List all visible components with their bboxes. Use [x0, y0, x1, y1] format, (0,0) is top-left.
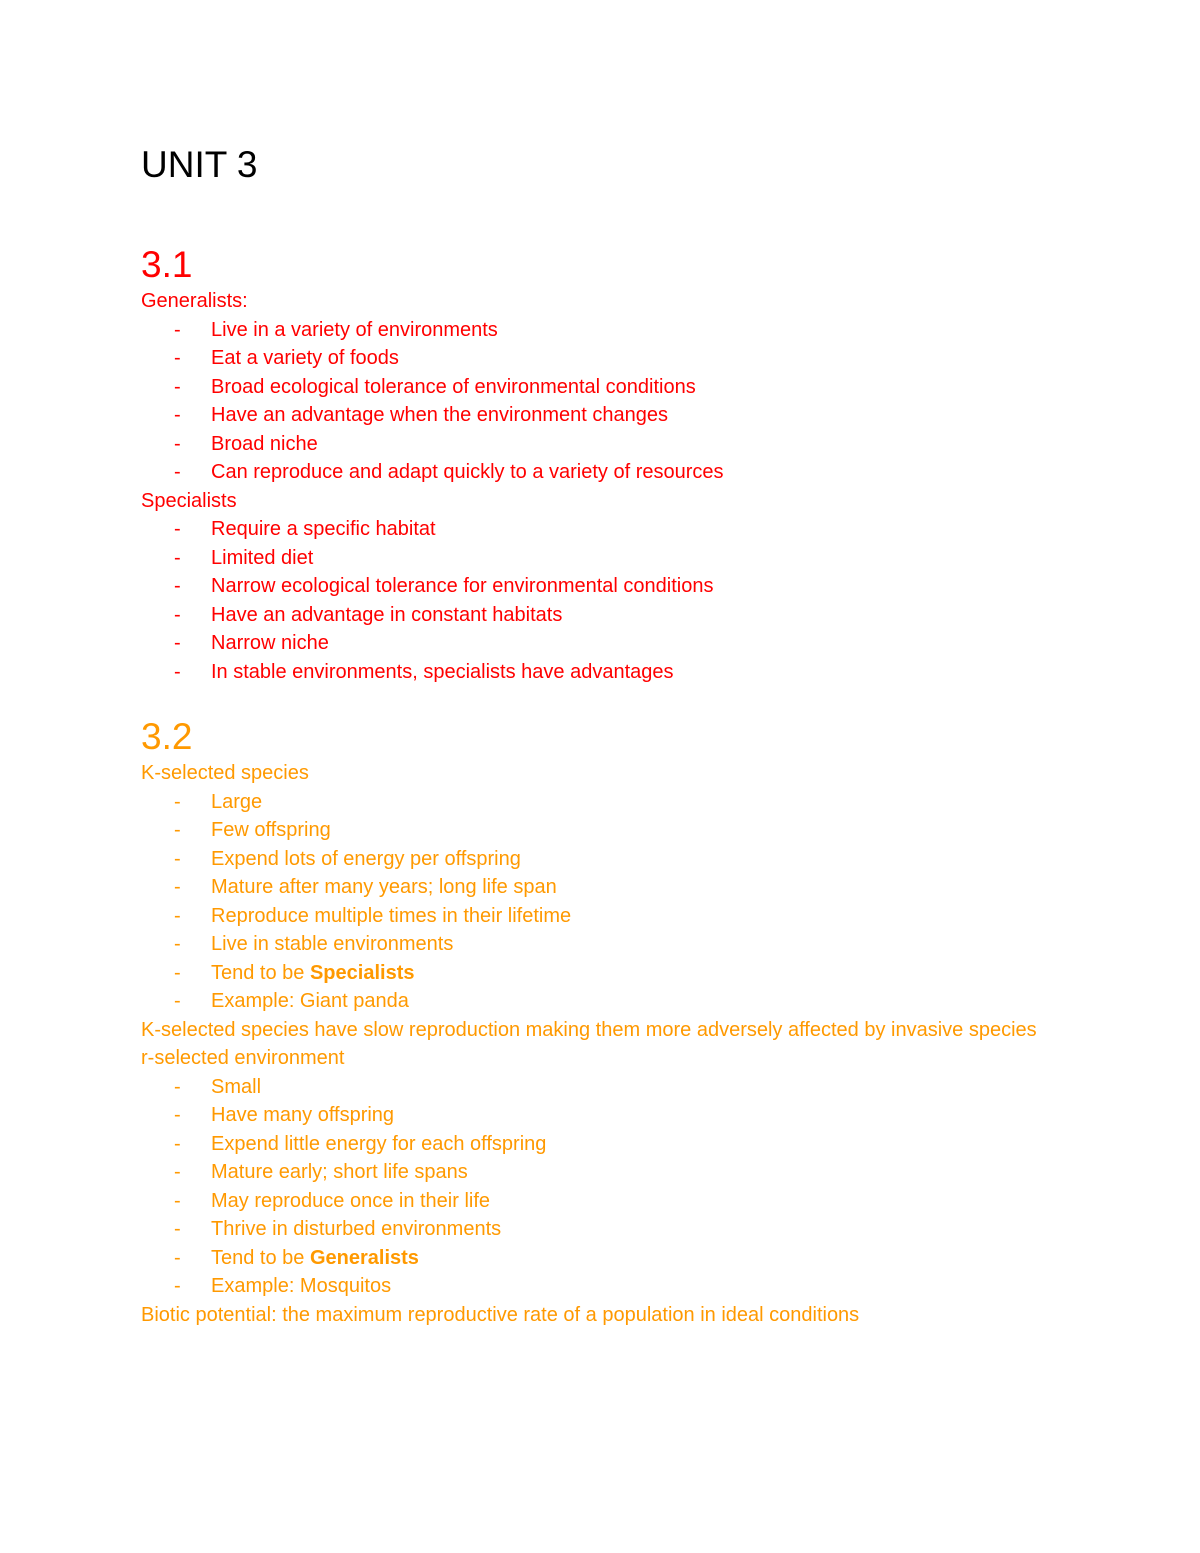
- list-item-text: Thrive in disturbed environments: [211, 1218, 502, 1240]
- section-heading-3-1: 3.1: [141, 244, 193, 285]
- list-item-text: Few offspring: [211, 819, 331, 841]
- list-item: [141, 1215, 1200, 1244]
- list-item: [141, 572, 1200, 601]
- dash-bullet: -: [174, 404, 181, 426]
- list-item: [141, 458, 1200, 487]
- list-item: [141, 987, 1200, 1016]
- dash-bullet: -: [174, 1275, 181, 1297]
- list-item: [141, 316, 1200, 345]
- tend-keyword: Specialists: [309, 961, 415, 984]
- dash-bullet: -: [174, 1161, 181, 1183]
- list-item: [141, 373, 1200, 402]
- list-item-text: Require a specific habitat: [211, 518, 436, 540]
- section-heading-3-2: 3.2: [141, 716, 193, 757]
- list-item: [141, 959, 1200, 988]
- dash-bullet: -: [174, 603, 181, 626]
- list-item-text: In stable environments, specialists have advantages: [211, 660, 674, 683]
- list-item-text: Can reproduce and adapt quickly to a variety of resources: [211, 461, 724, 483]
- example-text: Example: Giant panda: [211, 990, 409, 1012]
- list-item-text: Have many offspring: [211, 1104, 395, 1126]
- dash-bullet: -: [174, 575, 181, 597]
- dash-bullet: -: [174, 461, 181, 483]
- list-item-text: Small: [211, 1075, 262, 1098]
- example-text: Example: Mosquitos: [211, 1275, 392, 1297]
- dash-bullet: -: [174, 990, 181, 1012]
- list-item-text: Mature after many years; long life span: [211, 876, 557, 898]
- dash-bullet: -: [174, 347, 181, 369]
- list-item: [141, 401, 1200, 430]
- list-item: [141, 816, 1200, 845]
- list-item: [141, 930, 1200, 959]
- k-selected-list: [141, 788, 1200, 1016]
- list-item: [141, 344, 1200, 373]
- tend-prefix: Tend to be: [211, 961, 310, 984]
- dash-bullet: -: [174, 961, 181, 984]
- generalists-label: Generalists:: [141, 290, 248, 312]
- list-item: [141, 788, 1200, 817]
- dash-bullet: -: [174, 904, 181, 927]
- k-selected-label: K-selected species: [141, 762, 309, 784]
- dash-bullet: -: [174, 876, 181, 898]
- k-selected-note: K-selected species have slow reproduction making them more adversely affected by invasive species: [141, 1018, 1037, 1041]
- dash-bullet: -: [174, 1104, 181, 1126]
- biotic-potential-definition: Biotic potential: the maximum reproductive rate of a population in ideal conditions: [141, 1303, 860, 1326]
- list-item: [141, 902, 1200, 931]
- dash-bullet: -: [174, 318, 181, 341]
- list-item-text: Broad ecological tolerance of environmental conditions: [211, 375, 696, 398]
- list-item: [141, 658, 1200, 687]
- specialists-list: [141, 515, 1200, 686]
- dash-bullet: -: [174, 933, 181, 955]
- dash-bullet: -: [174, 1189, 181, 1212]
- list-item-text: Expend little energy for each offspring: [211, 1132, 547, 1155]
- list-item-text: Limited diet: [211, 546, 314, 569]
- list-item: [141, 1244, 1200, 1273]
- dash-bullet: -: [174, 632, 181, 654]
- list-item: [141, 1101, 1200, 1130]
- dash-bullet: -: [174, 819, 181, 841]
- dash-bullet: -: [174, 847, 181, 870]
- dash-bullet: -: [174, 375, 181, 398]
- dash-bullet: -: [174, 518, 181, 540]
- list-item: [141, 845, 1200, 874]
- list-item: [141, 1187, 1200, 1216]
- list-item: [141, 629, 1200, 658]
- list-item: [141, 1272, 1200, 1301]
- list-item-text: Live in a variety of environments: [211, 318, 498, 341]
- list-item: [141, 430, 1200, 459]
- list-item: [141, 601, 1200, 630]
- dash-bullet: -: [174, 432, 181, 455]
- list-item-text: Eat a variety of foods: [211, 347, 399, 369]
- list-item: [141, 1158, 1200, 1187]
- tend-prefix: Tend to be: [211, 1246, 310, 1269]
- list-item-text: Large: [211, 790, 263, 813]
- list-item-text: Have an advantage when the environment changes: [211, 404, 668, 426]
- list-item-text: Expend lots of energy per offspring: [211, 847, 521, 870]
- dash-bullet: -: [174, 1075, 181, 1098]
- dash-bullet: -: [174, 790, 181, 813]
- list-item-text: Mature early; short life spans: [211, 1161, 468, 1183]
- generalists-list: [141, 316, 1200, 487]
- list-item-text: May reproduce once in their life: [211, 1189, 491, 1212]
- list-item-text: Reproduce multiple times in their lifetime: [211, 904, 572, 927]
- list-item-text: Narrow niche: [211, 632, 329, 654]
- dash-bullet: -: [174, 1246, 181, 1269]
- list-item-text: Narrow ecological tolerance for environmental conditions: [211, 575, 714, 597]
- list-item: [141, 1073, 1200, 1102]
- list-item: [141, 515, 1200, 544]
- r-selected-label: r-selected environment: [141, 1047, 345, 1069]
- r-selected-list: [141, 1073, 1200, 1301]
- dash-bullet: -: [174, 660, 181, 683]
- list-item-text: Live in stable environments: [211, 933, 454, 955]
- unit-title: UNIT 3: [141, 144, 258, 185]
- list-item: [141, 544, 1200, 573]
- list-item: [141, 873, 1200, 902]
- dash-bullet: -: [174, 546, 181, 569]
- dash-bullet: -: [174, 1218, 181, 1240]
- specialists-label: Specialists: [141, 489, 237, 512]
- dash-bullet: -: [174, 1132, 181, 1155]
- tend-keyword: Generalists: [309, 1246, 419, 1269]
- list-item: [141, 1130, 1200, 1159]
- list-item-text: Broad niche: [211, 432, 318, 455]
- list-item-text: Have an advantage in constant habitats: [211, 603, 563, 626]
